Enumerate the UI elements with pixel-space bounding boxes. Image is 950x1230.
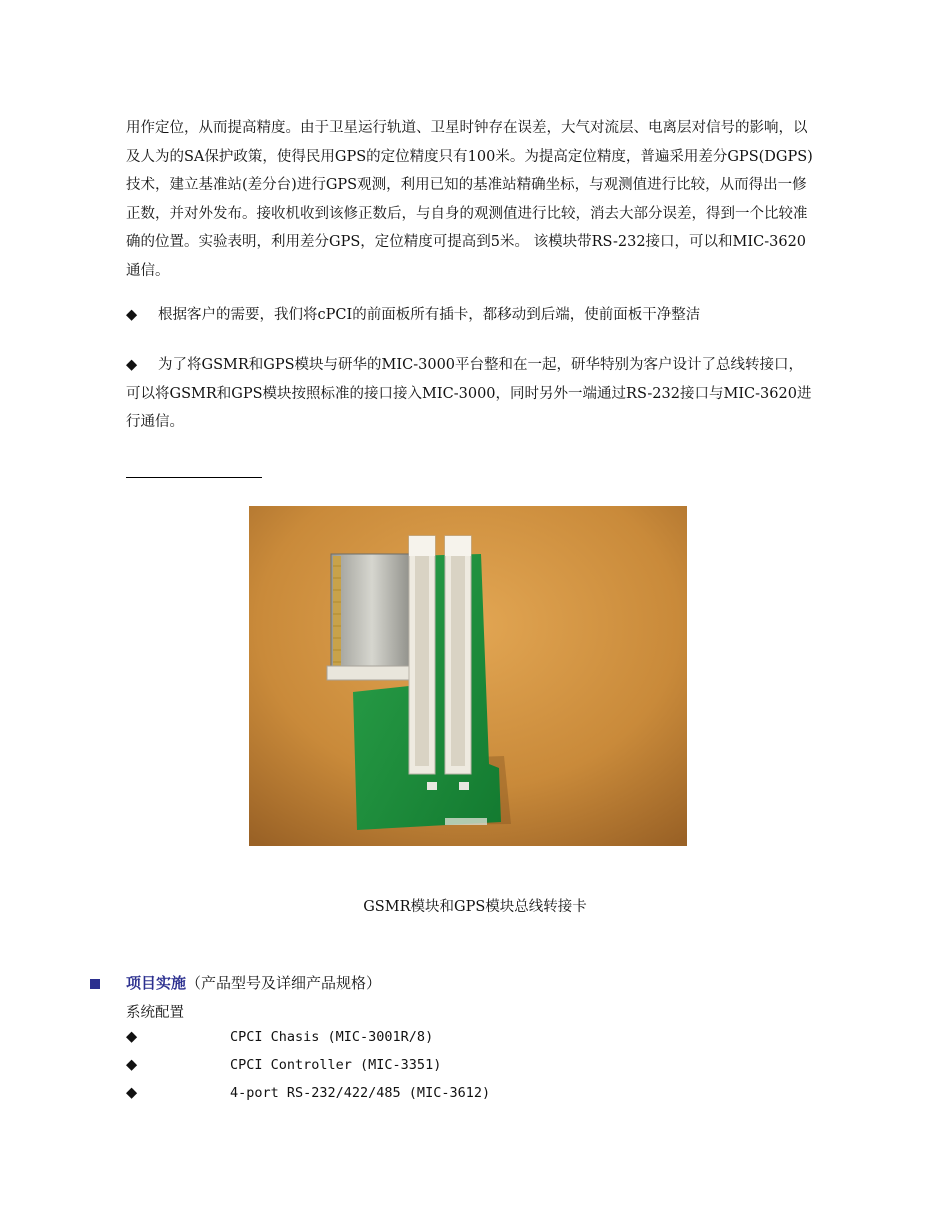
config-item-text: 4-port RS-232/422/485 (MIC-3612) (230, 1085, 491, 1101)
config-item-text: CPCI Controller (MIC-3351) (230, 1057, 442, 1073)
footnote-divider (126, 477, 262, 478)
section-heading (90, 972, 381, 993)
config-item (126, 1057, 441, 1073)
bullet-text: 为了将GSMR和GPS模块与研华的MIC-3000平台整和在一起，研华特别为客户设计了总线转接口，可以将GSMR和GPS模块按照标准的接口接入MIC-3000，同时另外一端通过RS-232接口与MIC-3620进行通信。 (126, 357, 812, 430)
section-subtitle: （产品型号及详细产品规格） (186, 974, 382, 992)
body-paragraph: 用作定位，从而提高精度。由于卫星运行轨道、卫星时钟存在误差，大气对流层、电离层对信号的影响，以及人为的SA保护政策，使得民用GPS的定位精度只有100米。为提高定位精度，普遍采用差分GPS(DGPS)技术，建立基准站(差分台)进行GPS观测，利用已知的基准站精确坐标，与观测值进行比较，从而得出一修正数，并对外发布。接收机收到该修正数后，与自身的观测值进行比较，消去大部分误差，得到一个比较准确的位置。实验表明，利用差分GPS，定位精度可提高到5米。 该模块带RS-232接口，可以和MIC-3620通信。 (126, 120, 813, 279)
diamond-bullet-icon: ◆ (126, 357, 138, 373)
bullet-item (126, 301, 816, 330)
bullet-text: 根据客户的需要，我们将cPCI的前面板所有插卡，都移动到后端，使前面板干净整洁 (158, 307, 701, 323)
diamond-bullet-icon: ◆ (126, 1057, 138, 1073)
config-item (126, 1085, 490, 1101)
square-bullet-icon (90, 979, 100, 989)
diamond-bullet-icon: ◆ (126, 1029, 138, 1045)
figure-caption: GSMR模块和GPS模块总线转接卡 (363, 899, 587, 915)
bus-adapter-card-photo (249, 506, 687, 846)
config-item-text: CPCI Chasis (MIC-3001R/8) (230, 1029, 434, 1045)
config-item (126, 1029, 433, 1045)
config-label: 系统配置 (126, 1005, 184, 1021)
bullet-item (126, 351, 816, 437)
diamond-bullet-icon: ◆ (126, 1085, 138, 1101)
diamond-bullet-icon: ◆ (126, 307, 138, 323)
section-title: 项目实施 (126, 974, 187, 992)
